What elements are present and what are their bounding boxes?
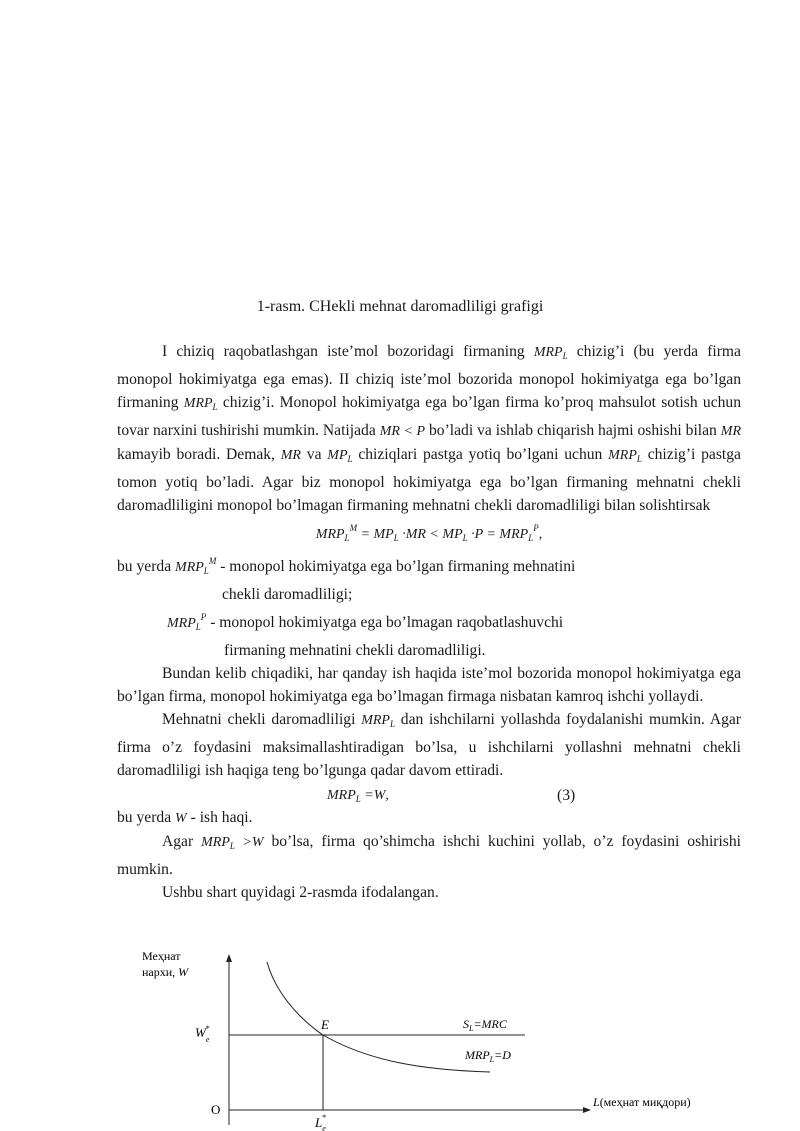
- svg-text:нархи, W: нархи, W: [142, 965, 189, 979]
- definition-w: bu yerda W - ish haqi.: [117, 809, 253, 826]
- definition-mrp-p: $MRP_L^P$ - monopol hokimiyatga ega bo’lmagan raqobatlashuvchi: [167, 612, 564, 632]
- mp-l-symbol: $MP_L$: [327, 448, 353, 464]
- y-axis-arrow: [226, 954, 232, 962]
- wage-tick-label: $W_e*$: [195, 1024, 210, 1044]
- equation-number: (3): [557, 787, 576, 804]
- x-axis-arrow: [583, 1107, 591, 1113]
- paragraph-5: Ushbu shart quyidagi 2-rasmda ifodalangan.: [162, 884, 439, 901]
- paragraph-3: Mehnatni chekli daromadliligi $MRP_L$ dan ishchilarni yollashda foydalanishi mumkin. Agar firma o’z foydasini maksimallashtiradigan bo’lsa, u ishchilarni yollashni mehnatni chekli daromadliligi ish haqiga teng bo’lgunga qadar davom ettiradi.: [117, 711, 741, 779]
- figure-caption: 1-rasm. CHekli mehnat daromadliligi grafigi: [256, 298, 544, 315]
- mrp-l-symbol: $MRP_L$: [183, 396, 218, 412]
- equation-3: $MRP_L =W$, (3): [117, 782, 741, 806]
- paragraph-1: I chiziq raqobatlashgan iste’mol bozoridagi firmaning $MRP_L$ chizig’i (bu yerda firma monopol hokimiyatga ega emas). II chiziq iste’mol bozorida monopol hokimiyatga ega bo’lgan firmaning $MRP_L$ chizig’i. Monopol hokimiyatga ega bo’lgan firma ko’proq mahsulot sotish uchun tovar narxini tushirishi mumkin. Natijada MR < P bo’ladi va ishlab chiqarish hajmi oshishi bilan MR kamayib boradi. Demak, MR va $MP_L$ chiziqlari pastga yotiq bo’lgani uchun $MRP_L$ chizig’i pastga tomon yotiq bo’ladi. Agar biz monopol hokimiyatga ega bo’lgan firmaning mehnatni chekli daromadliligini monopol bo’lmagan firmaning mehnatni chekli daromadliligi bilan solishtirsak: [117, 343, 742, 514]
- mr-less-p-formula: MR < P: [379, 424, 426, 439]
- x-axis-label: L(меҳнат миқдори): [593, 1095, 691, 1109]
- supply-curve-label: $S_L=MRC$: [463, 1017, 507, 1033]
- mrp-l-symbol: $MRP_L$: [608, 448, 642, 464]
- equation-1: $MRP_L^M = MP_L \cdot MR < MP_L \cdot P = MRP_L^P$,: [315, 523, 543, 543]
- origin-label: O: [211, 1102, 221, 1117]
- demand-curve: [267, 962, 490, 1072]
- labor-market-chart: [135, 940, 735, 1131]
- paragraph-4: Agar $MRP_L >W$ bo’lsa, firma qo’shimcha ishchi kuchini yollab, o’z foydasini oshirishi mumkin.: [117, 833, 741, 878]
- labor-tick-label: $L_e*$: [315, 1113, 326, 1131]
- definition-mrp-p-cont: firmaning mehnatini chekli daromadliligi.: [224, 642, 486, 659]
- demand-curve-label: $MRP_L=D$: [465, 1048, 511, 1064]
- y-axis-label: [142, 949, 189, 979]
- equilibrium-point-label: E: [321, 1017, 329, 1032]
- paragraph-2: Bundan kelib chiqadiki, har qanday ish haqida iste’mol bozorida monopol hokimiyatga ega bo’lgan firma, monopol hokimiyatga ega bo’lmagan firmaga nisbatan kamroq ishchi yollaydi.: [117, 665, 741, 705]
- definition-mrp-m: bu yerda $MRP_L^M$ - monopol hokimiyatga ega bo’lgan firmaning mehnatini: [117, 556, 576, 576]
- definition-mrp-m-cont: chekli daromadliligi;: [222, 586, 353, 603]
- svg-text:Меҳнат: Меҳнат: [142, 949, 181, 963]
- mr-symbol: MR: [280, 448, 301, 463]
- mrp-l-symbol: $MRP_L$: [533, 345, 568, 361]
- mr-symbol: MR: [720, 424, 742, 439]
- body-text: [117, 340, 741, 904]
